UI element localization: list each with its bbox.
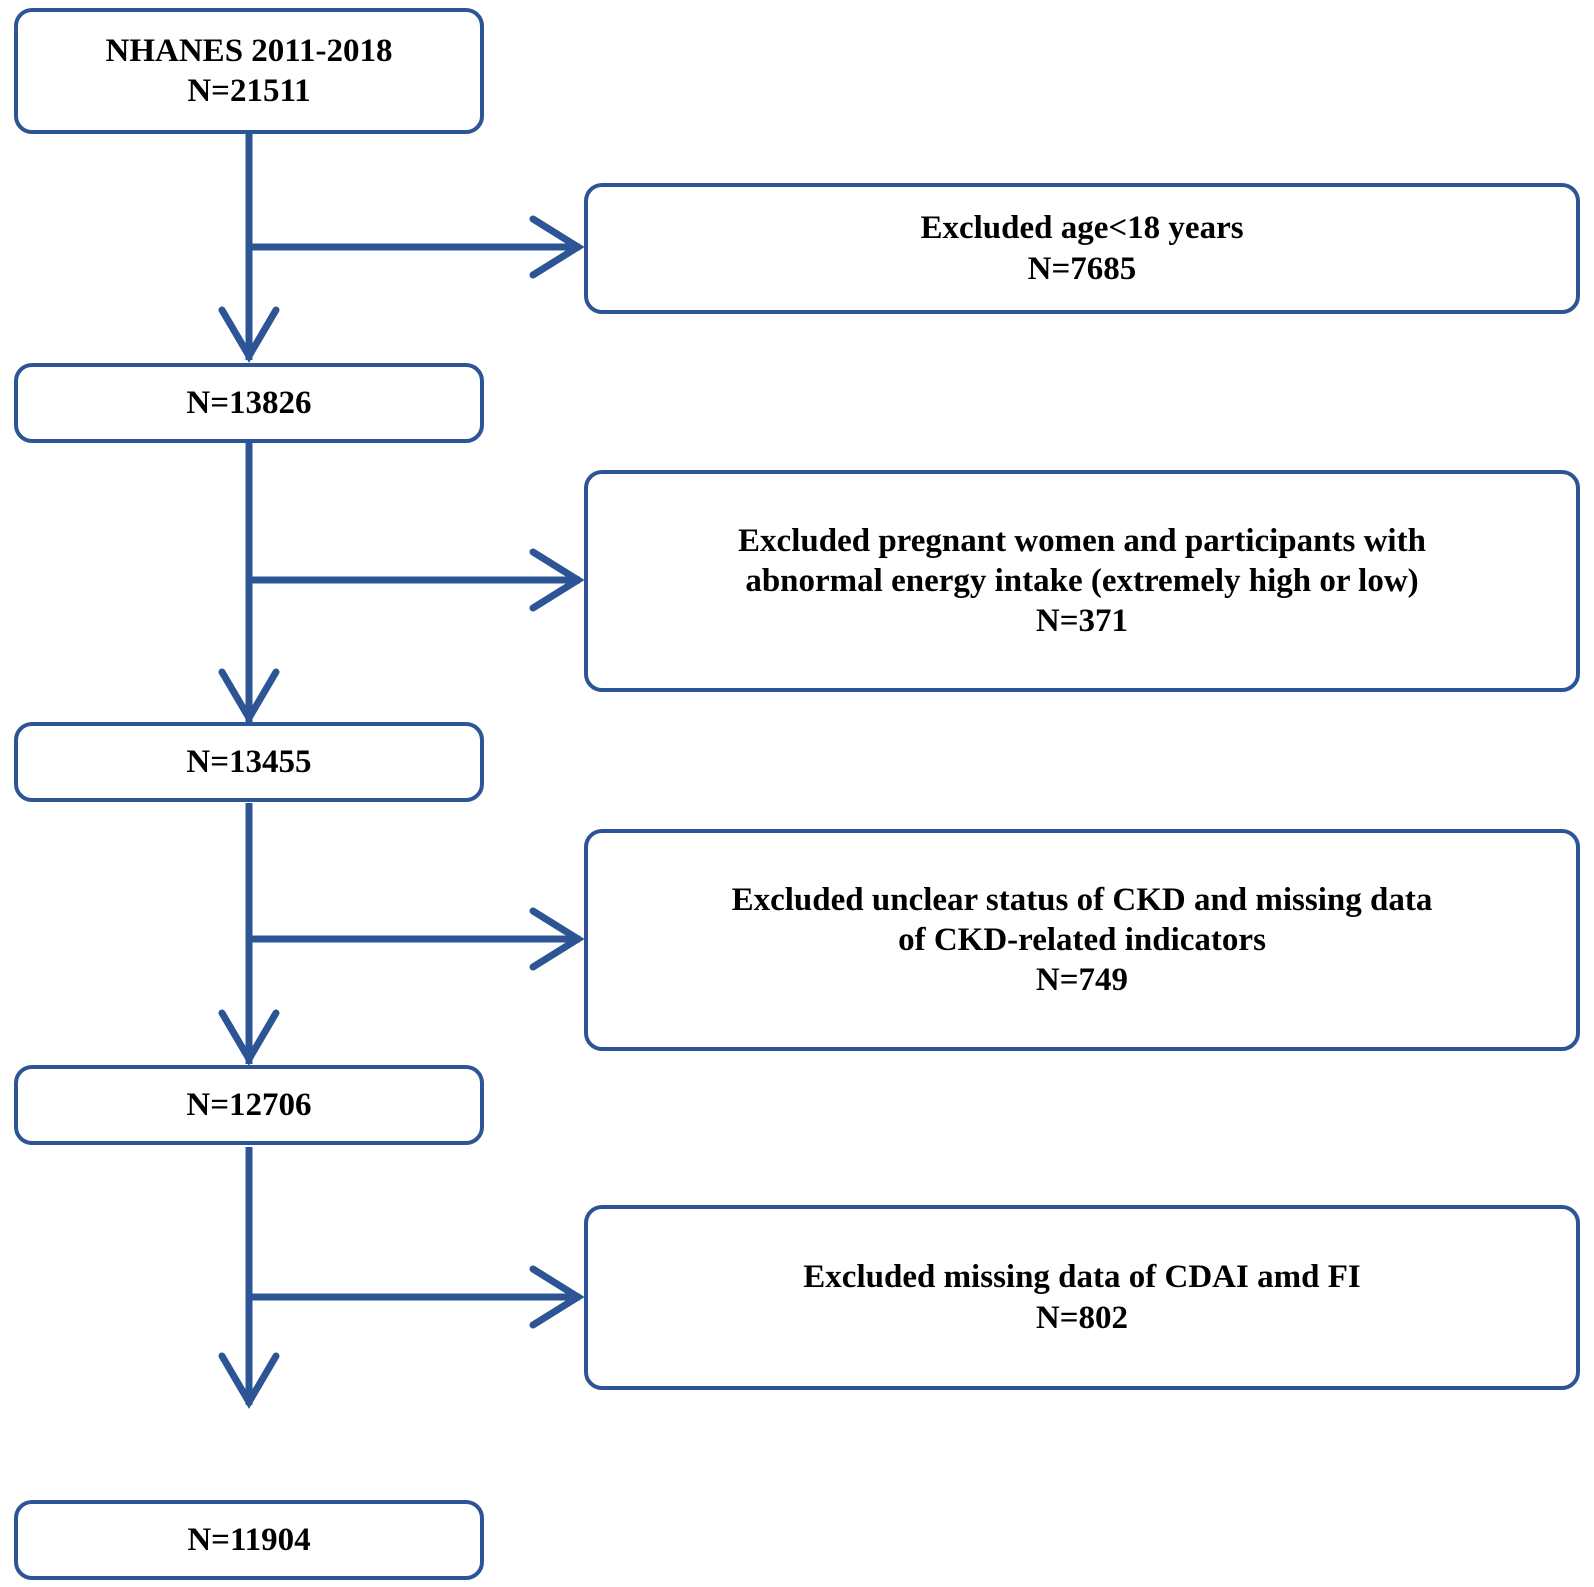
node-line: N=21511: [187, 73, 311, 109]
node-line: N=13826: [186, 384, 312, 421]
node-line: N=11904: [187, 1521, 311, 1558]
node-exclusion-cdai-fi: [584, 1205, 1580, 1390]
node-line: NHANES 2011-2018: [105, 32, 393, 69]
node-line: N=371: [1035, 603, 1129, 640]
node-line: of CKD-related indicators: [898, 921, 1266, 958]
node-line: Excluded unclear status of CKD and missing data: [731, 881, 1433, 918]
node-cohort-after-ckd: [14, 1065, 484, 1145]
node-line: abnormal energy intake (extremely high or low): [745, 562, 1419, 599]
node-exclusion-ckd: [584, 829, 1580, 1051]
node-line: N=802: [1035, 1299, 1129, 1336]
node-line: Excluded missing data of CDAI amd FI: [803, 1259, 1361, 1296]
node-cohort-final: [14, 1500, 484, 1580]
node-line: N=12706: [186, 1086, 312, 1123]
node-line: Excluded age<18 years: [920, 210, 1244, 247]
node-cohort-after-pregnancy: [14, 722, 484, 802]
node-line: N=13455: [186, 743, 312, 780]
node-exclusion-pregnancy-energy: [584, 470, 1580, 692]
node-line: N=7685: [1027, 250, 1137, 287]
node-line: Excluded pregnant women and participants with: [738, 522, 1426, 559]
node-exclusion-age: [584, 183, 1580, 314]
node-cohort-after-age: [14, 363, 484, 443]
node-line: N=749: [1035, 962, 1129, 999]
node-cohort-initial: [14, 8, 484, 134]
